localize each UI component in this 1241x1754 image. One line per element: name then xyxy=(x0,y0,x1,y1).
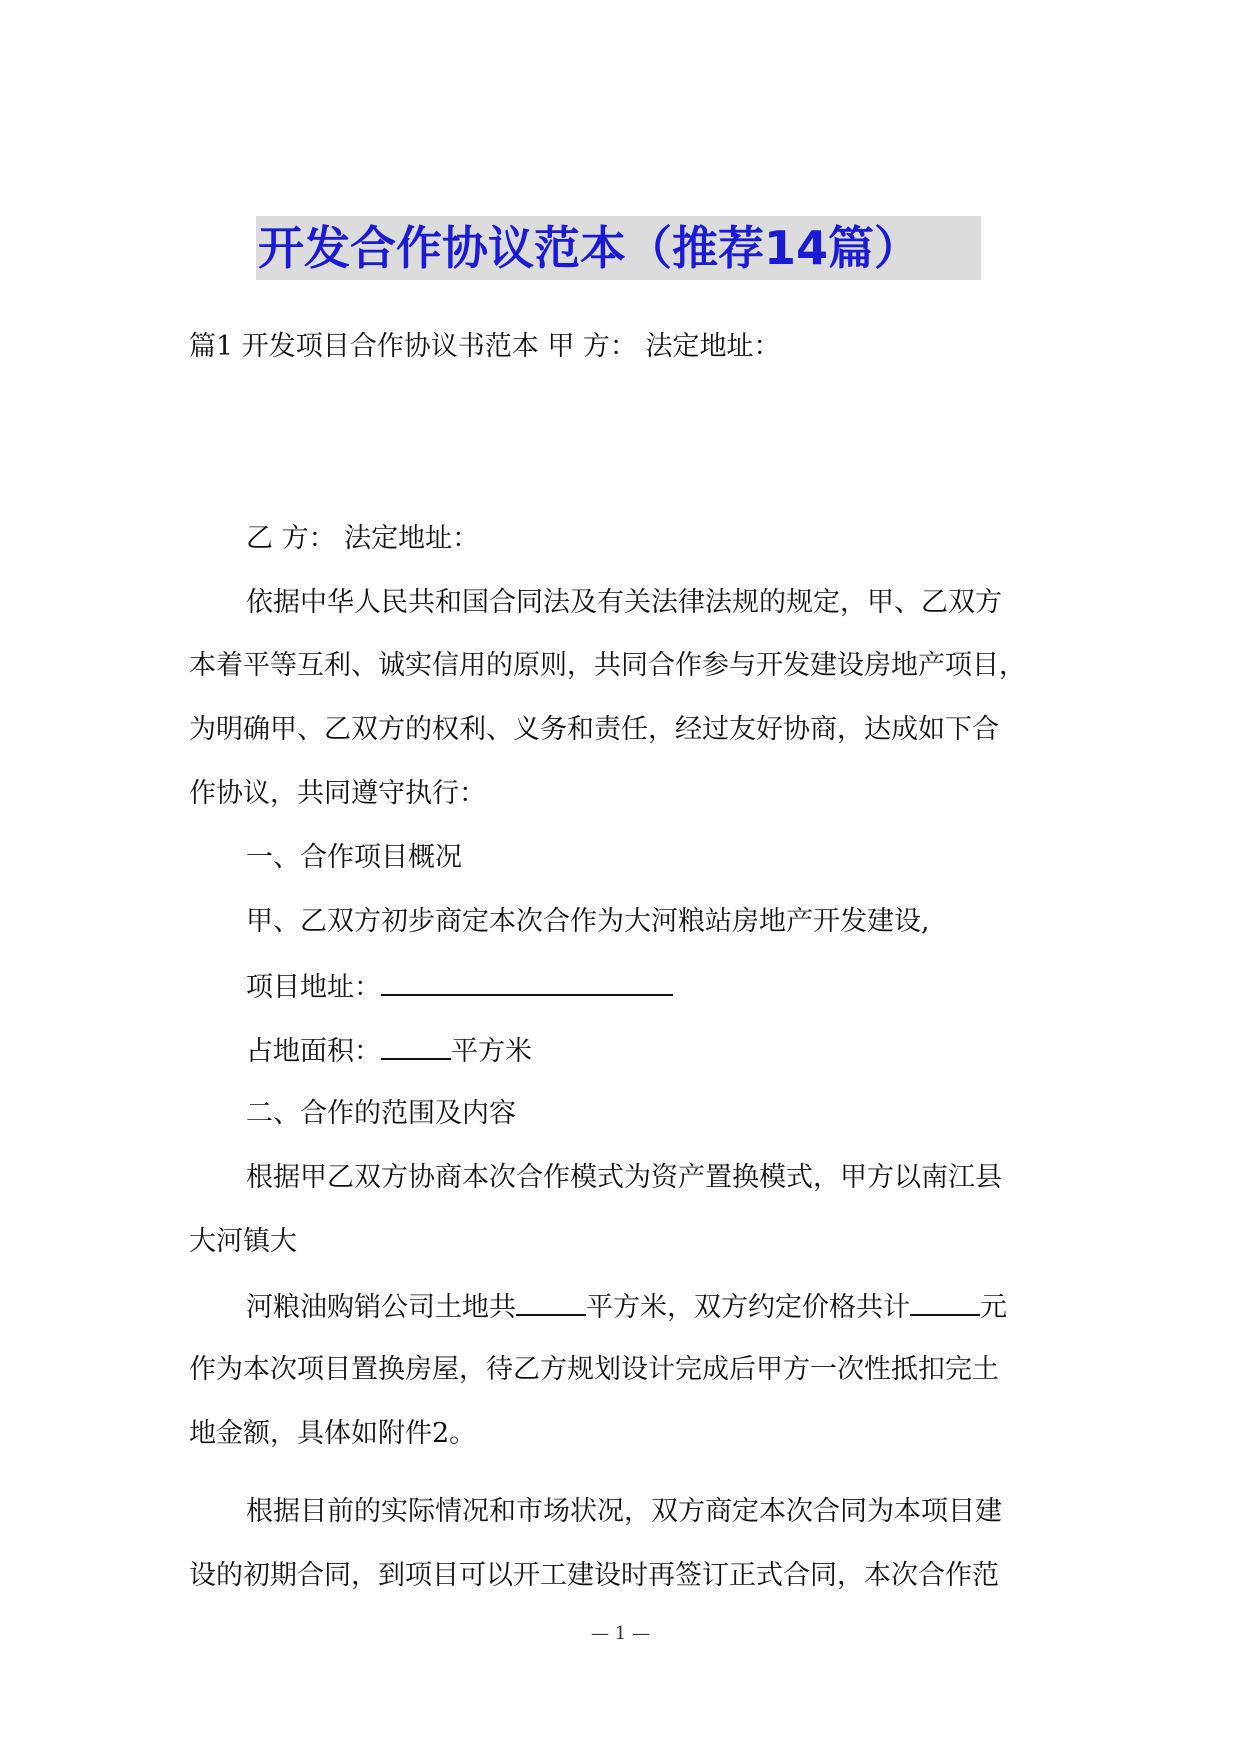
paragraph-4-part-b: 平方米，双方约定价格共计 xyxy=(586,1292,910,1323)
land-area-label: 占地面积： xyxy=(246,1036,381,1067)
paragraph-4-line-2: 作为本次项目置换房屋，待乙方规划设计完成后甲方一次性抵扣完土 xyxy=(189,1354,999,1385)
paragraph-3-line-1: 根据甲乙双方协商本次合作模式为资产置换模式，甲方以南江县 xyxy=(246,1162,1002,1193)
document-title: 开发合作协议范本（推荐14篇） xyxy=(258,221,921,275)
paragraph-1-line-2: 本着平等互利、诚实信用的原则，共同合作参与开发建设房地产项目， xyxy=(189,650,1026,681)
paragraph-4-part-a: 河粮油购销公司土地共 xyxy=(246,1292,516,1323)
project-address-line xyxy=(246,966,673,1008)
paragraph-5-line-2: 设的初期合同，到项目可以开工建设时再签订正式合同，本次合作范 xyxy=(189,1560,999,1591)
paragraph-4-part-c: 元 xyxy=(980,1292,1007,1323)
land-area-blank xyxy=(381,1030,451,1060)
paragraph-4-line-1 xyxy=(246,1286,1007,1328)
paragraph-1-line-1: 依据中华人民共和国合同法及有关法律法规的规定，甲、乙双方 xyxy=(246,587,1002,618)
land-area-line xyxy=(246,1030,532,1072)
price-blank xyxy=(910,1286,980,1316)
paragraph-4-line-3: 地金额，具体如附件2。 xyxy=(189,1418,477,1449)
paragraph-3-line-2: 大河镇大 xyxy=(189,1226,297,1257)
section-1-heading: 一、合作项目概况 xyxy=(246,842,462,873)
title-highlight xyxy=(256,216,981,280)
paragraph-1-line-3: 为明确甲、乙双方的权利、义务和责任，经过友好协商，达成如下合 xyxy=(189,714,999,745)
paragraph-2: 甲、乙双方初步商定本次合作为大河粮站房地产开发建设, xyxy=(246,906,930,937)
section-2-heading: 二、合作的范围及内容 xyxy=(246,1098,516,1129)
page-number: — 1 — xyxy=(591,1623,650,1644)
paragraph-5-line-1: 根据目前的实际情况和市场状况，双方商定本次合同为本项目建 xyxy=(246,1496,1002,1527)
land-area-unit: 平方米 xyxy=(451,1036,532,1067)
project-address-blank xyxy=(381,966,673,996)
land-size-blank xyxy=(516,1286,586,1316)
heading-line: 篇1 开发项目合作协议书范本 甲 方： 法定地址： xyxy=(189,331,781,362)
project-address-label: 项目地址： xyxy=(246,972,381,1003)
party-b-line: 乙 方： 法定地址： xyxy=(246,523,480,554)
paragraph-1-line-4: 作协议，共同遵守执行： xyxy=(189,778,486,809)
